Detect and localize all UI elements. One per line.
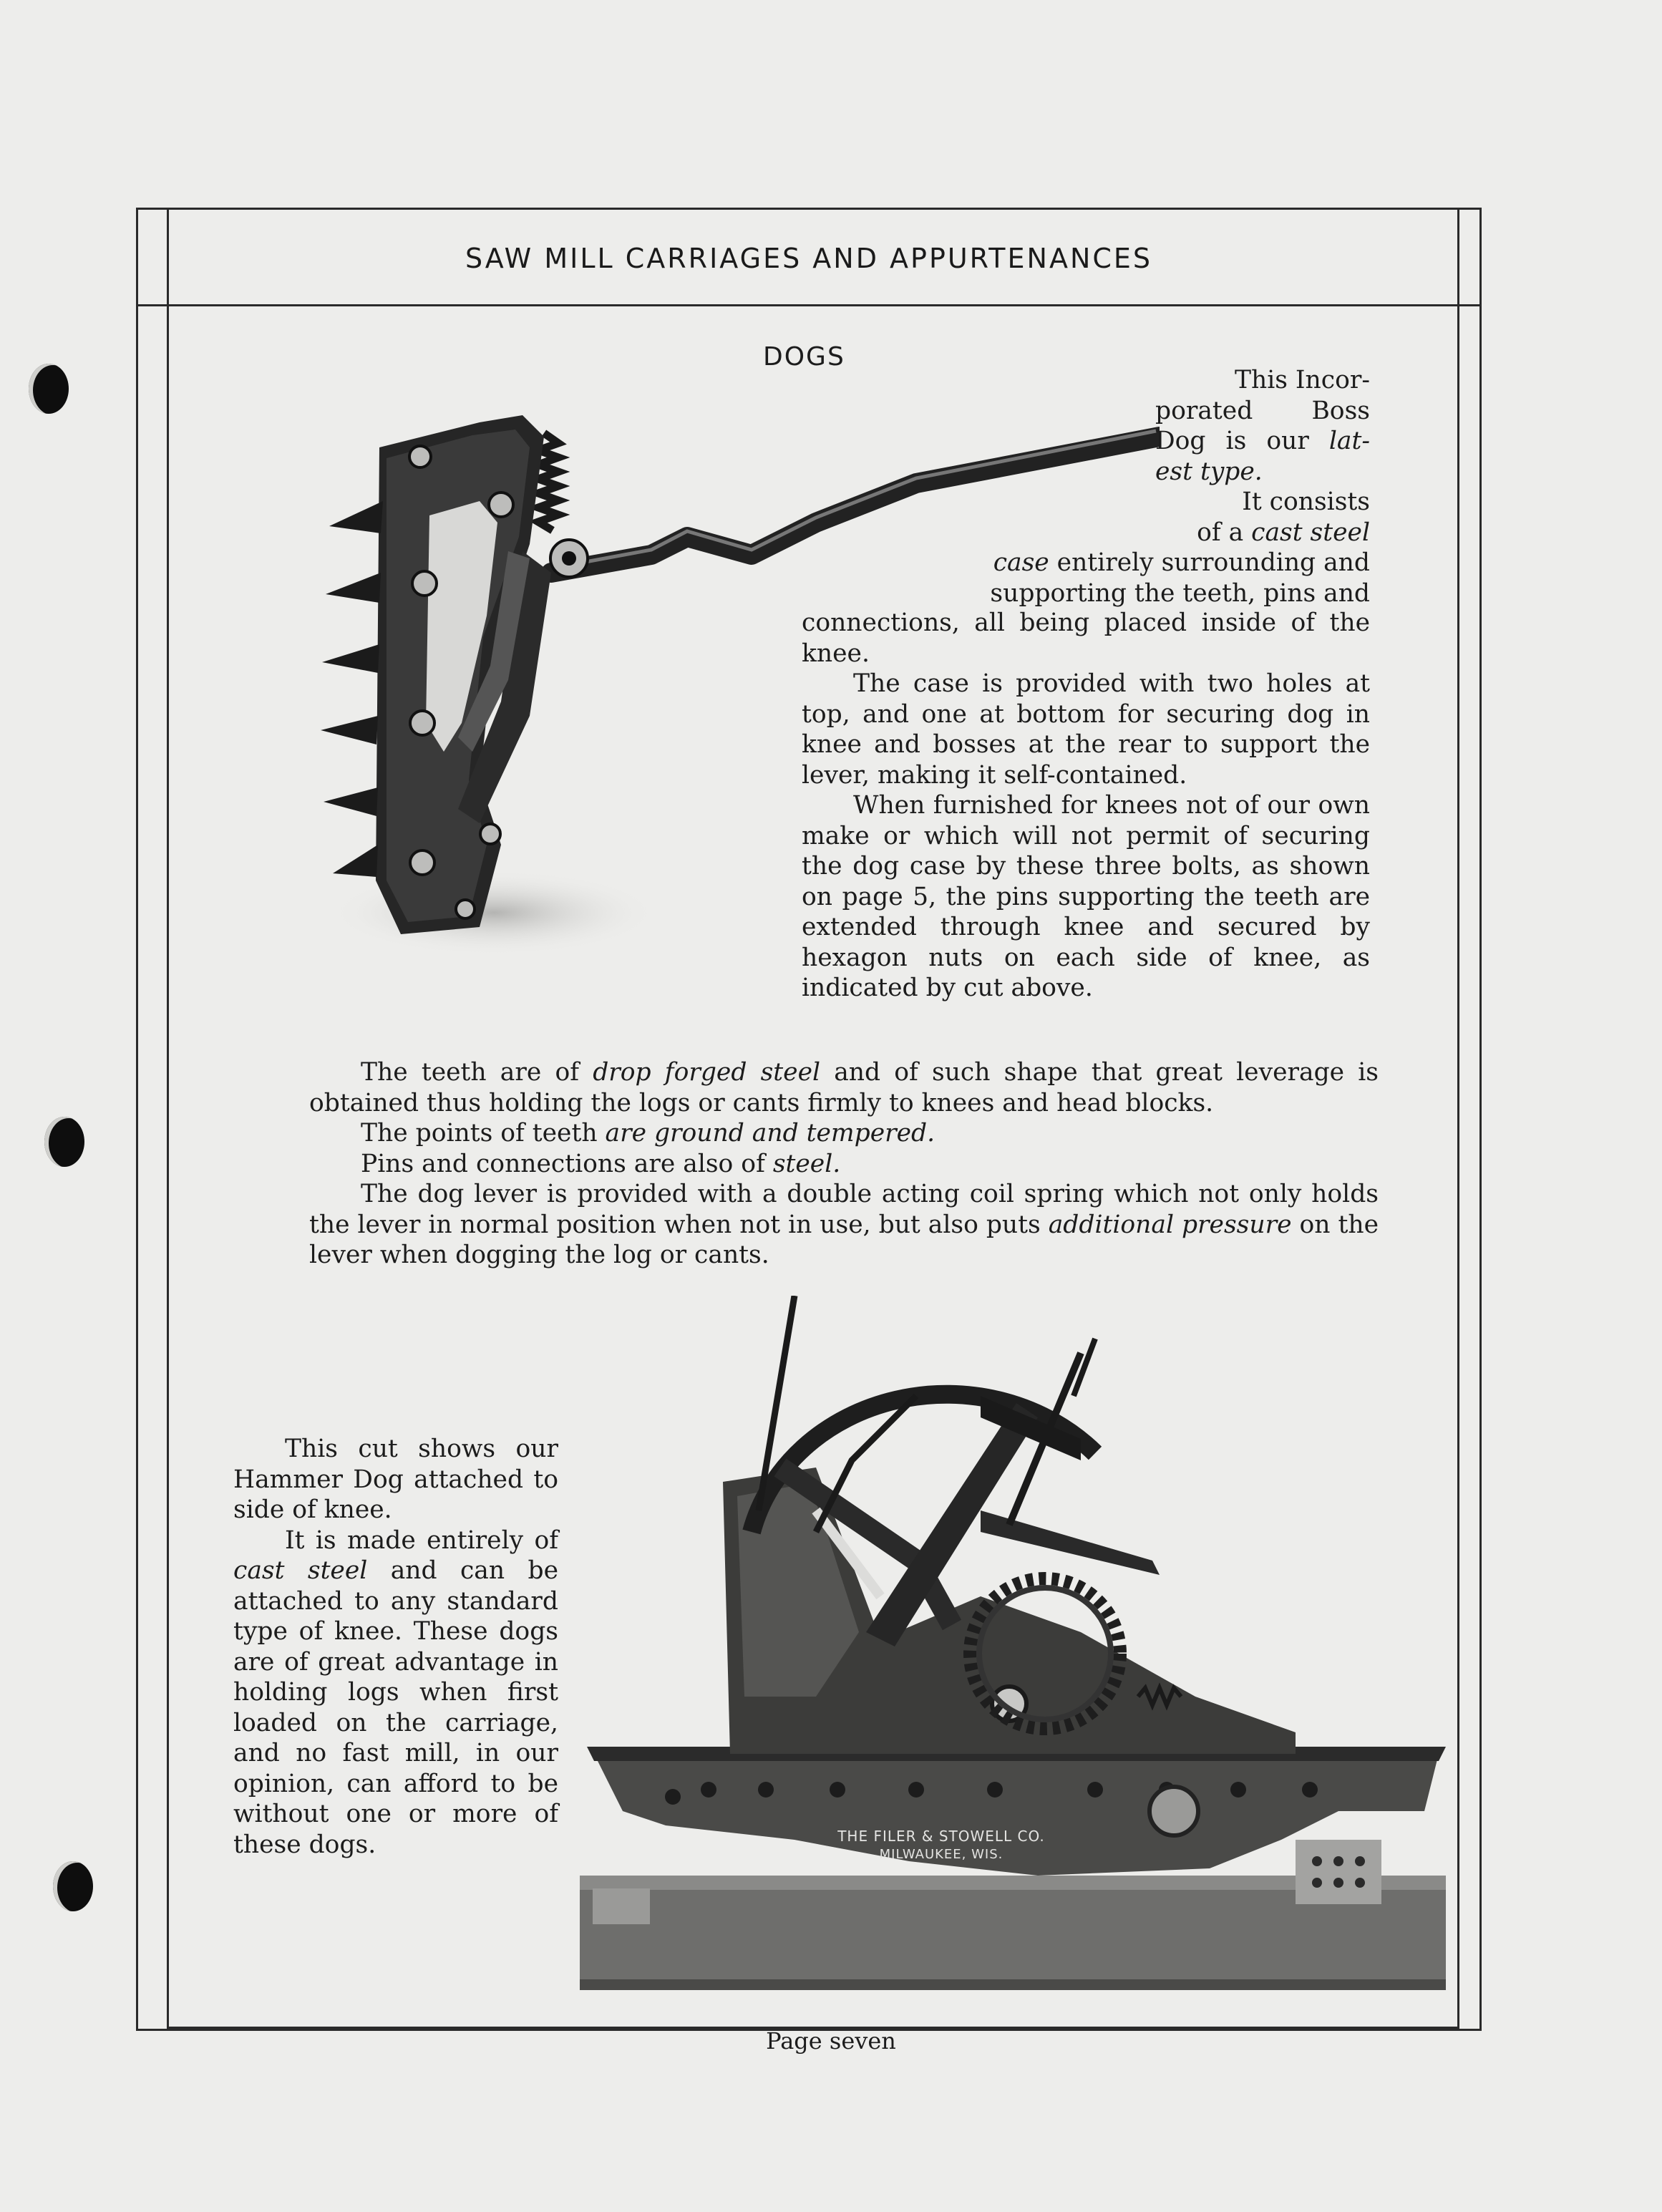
binder-hole-middle — [44, 1117, 84, 1167]
intro-line-3 — [1155, 426, 1370, 457]
boss-dog-consists — [909, 487, 1370, 608]
boss-dog-intro — [1155, 365, 1370, 487]
lever-em: additional pressure — [1048, 1210, 1292, 1239]
consists-line-1: It consists — [1242, 487, 1370, 516]
consists-line-2-text: of a — [1197, 518, 1244, 547]
hammer-p2-em: cast steel — [233, 1556, 368, 1585]
header-rule — [138, 304, 1479, 306]
points-em: are ground and tempered. — [605, 1119, 936, 1148]
casting-text-line-2: MILWAUKEE, WIS. — [879, 1847, 1003, 1862]
intro-line-4 — [1155, 457, 1370, 487]
casting-text-line-1: THE FILER & STOWELL CO. — [837, 1828, 1045, 1845]
lever-post: on the lever when dogging the log or cants. — [309, 1210, 1379, 1269]
points-pre: The points of teeth — [361, 1119, 598, 1148]
general-text — [309, 1057, 1379, 1271]
teeth-post: and of such shape that great leverage is obtained thus holding the logs or cants firmly to knees and head blocks. — [309, 1058, 1379, 1117]
pins-paragraph — [309, 1149, 1379, 1180]
boss-body-3: When furnished for knees not of our own make or which will not permit of securing the dog case by these three bolts, as shown on page 5, the pins supporting the teeth are extended through knee and secured by hexagon nuts on each side of knee, as indicated by cut above. — [802, 791, 1370, 1002]
hammer-paragraph-1: This cut shows our Hammer Dog attached to side of knee. — [233, 1435, 558, 1524]
boss-body-2: The case is provided with two holes at top, and one at bottom for securing dog in knee and bosses at the rear to support the lever, making it self-contained. — [802, 669, 1370, 790]
consists-line-3-em: case — [993, 548, 1049, 577]
lever-paragraph — [309, 1179, 1379, 1271]
teeth-em: drop forged steel — [593, 1058, 821, 1087]
binder-hole-top — [29, 364, 69, 414]
intro-line-3-text: Dog is our — [1155, 427, 1309, 455]
hammer-p2-post: and can be attached to any standard type of knee. These dogs are of great advantage in holding logs when first loaded on the carriage, and no fast mill, in our opinion, can afford to be without one or more of these dogs. — [233, 1556, 558, 1859]
points-paragraph — [309, 1118, 1379, 1149]
hammer-dog-illustration — [580, 1296, 1453, 1997]
running-head: SAW MILL CARRIAGES AND APPURTENANCES — [465, 243, 1153, 274]
pins-pre: Pins and connections are also of — [361, 1149, 765, 1178]
page-number: Page seven — [766, 2027, 896, 2055]
boss-dog-body — [802, 608, 1370, 1004]
consists-line-3-text: entirely surrounding and — [1056, 548, 1370, 577]
teeth-pre: The teeth are of — [361, 1058, 579, 1087]
intro-line-3-em: lat- — [1328, 427, 1370, 455]
teeth-paragraph — [309, 1057, 1379, 1118]
hammer-paragraph-2 — [233, 1525, 558, 1861]
consists-line-3 — [909, 548, 1370, 578]
section-title: DOGS — [763, 342, 845, 372]
binder-hole-bottom — [53, 1861, 93, 1911]
hammer-dog-text — [233, 1434, 558, 1860]
consists-line-4: supporting the teeth, pins and — [990, 578, 1370, 608]
intro-line-2: porated Boss — [1155, 396, 1370, 425]
pins-em: steel. — [772, 1149, 841, 1178]
boss-body-1: connections, all being placed inside of the knee. — [802, 608, 1370, 668]
intro-line-1: This Incor- — [1234, 366, 1370, 394]
intro-line-4-em: est type. — [1155, 457, 1263, 486]
hammer-p2-pre: It is made entirely of — [285, 1525, 558, 1555]
consists-line-2-em: cast steel — [1251, 518, 1370, 547]
consists-line-2 — [909, 518, 1370, 548]
lever-pre: The dog lever is provided with a double acting coil spring which not only holds the lever in normal position when not in use, but also puts — [309, 1180, 1379, 1239]
